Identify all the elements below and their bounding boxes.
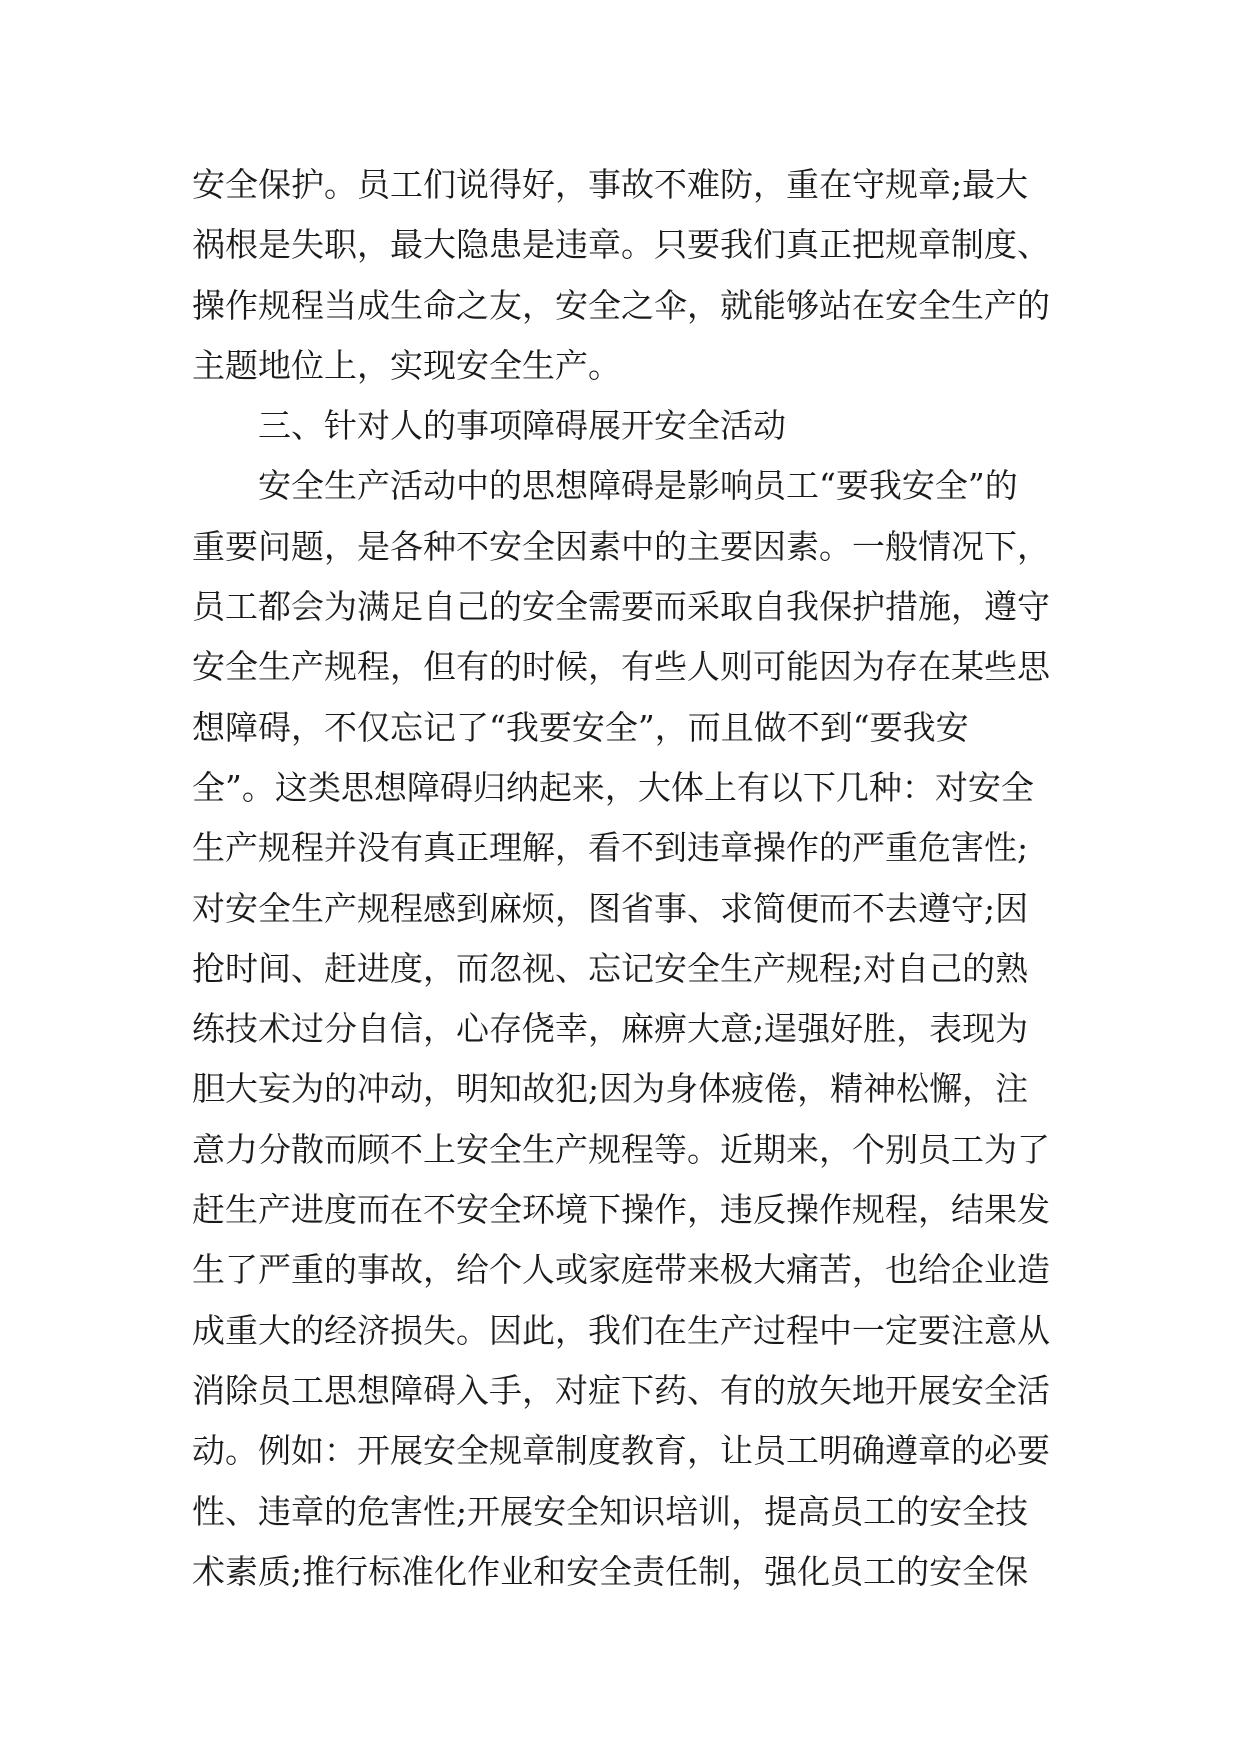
text-line: 意力分散而顾不上安全生产规程等。近期来，个别员工为了 (192, 1129, 1050, 1169)
text-line: 抢时间、赶进度，而忽视、忘记安全生产规程;对自己的熟 (192, 948, 1029, 988)
text-line: 祸根是失职，最大隐患是违章。只要我们真正把规章制度、 (192, 225, 1050, 265)
text-line: 主题地位上，实现安全生产。 (192, 345, 621, 385)
text-line: 安全保护。员工们说得好，事故不难防，重在守规章;最大 (192, 165, 1029, 204)
text-line: 安全生产活动中的思想障碍是影响员工“要我安全”的 (258, 466, 1018, 506)
text-line: 全”。这类思想障碍归纳起来，大体上有以下几种：对安全 (192, 767, 1034, 807)
text-line: 赶生产进度而在不安全环境下操作，违反操作规程，结果发 (192, 1190, 1050, 1230)
text-line: 术素质;推行标准化作业和安全责任制，强化员工的安全保 (192, 1551, 1029, 1591)
text-line: 成重大的经济损失。因此，我们在生产过程中一定要注意从 (192, 1310, 1050, 1350)
text-line: 生了严重的事故，给个人或家庭带来极大痛苦，也给企业造 (192, 1250, 1050, 1290)
text-line: 重要问题，是各种不安全因素中的主要因素。一般情况下， (192, 526, 1050, 566)
body-text (192, 155, 1092, 1602)
section-heading: 三、针对人的事项障碍展开安全活动 (258, 406, 786, 446)
text-line: 员工都会为满足自己的安全需要而采取自我保护措施，遵守 (192, 587, 1050, 627)
text-line: 消除员工思想障碍入手，对症下药、有的放矢地开展安全活 (192, 1370, 1050, 1410)
text-line: 练技术过分自信，心存侥幸，麻痹大意;逞强好胜，表现为 (192, 1009, 1029, 1049)
text-line: 生产规程并没有真正理解，看不到违章操作的严重危害性; (192, 828, 1029, 868)
text-line: 想障碍，不仅忘记了“我要安全”，而且做不到“要我安 (192, 707, 969, 747)
text-line: 操作规程当成生命之友，安全之伞，就能够站在安全生产的 (192, 285, 1050, 325)
text-line: 胆大妄为的冲动，明知故犯;因为身体疲倦，精神松懈，注 (192, 1069, 1029, 1109)
text-line: 安全生产规程，但有的时候，有些人则可能因为存在某些思 (192, 647, 1050, 687)
text-line: 对安全生产规程感到麻烦，图省事、求简便而不去遵守;因 (192, 888, 1029, 928)
text-line: 性、违章的危害性;开展安全知识培训，提高员工的安全技 (192, 1491, 1029, 1531)
text-line: 动。例如：开展安全规章制度教育，让员工明确遵章的必要 (192, 1431, 1050, 1471)
